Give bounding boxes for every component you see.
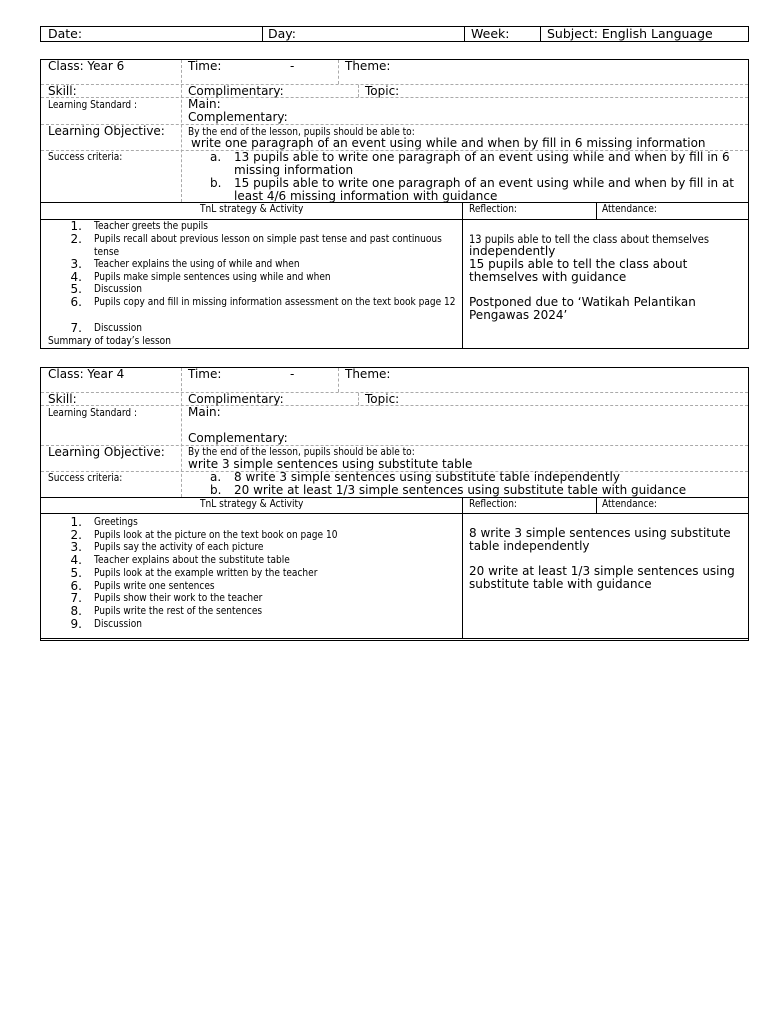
list-text: Discussion (94, 322, 143, 334)
list-text: Pupils copy and fill in missing information assessment on the text book page 12 (94, 296, 456, 308)
criteria-text: 8 write 3 simple sentences using substitute table independently (234, 470, 620, 484)
list-number: 5. (70, 282, 82, 296)
list-number: 1. (70, 515, 82, 529)
reflection-label: Reflection: (469, 498, 517, 510)
success-label: Success criteria: (48, 151, 123, 163)
subject-label: Subject: English Language (547, 26, 713, 41)
reflection-line: Postponed due to ‘Watikah Pelantikan (469, 295, 696, 309)
complementary-label: Complementary: (188, 431, 288, 445)
class-label: Class: Year 6 (48, 59, 125, 73)
col-divider (338, 368, 339, 392)
theme-label: Theme: (345, 367, 391, 381)
complementary-label: Complementary: (188, 110, 288, 124)
tnl-label: TnL strategy & Activity (200, 203, 304, 215)
time-label: Time: (188, 367, 222, 381)
col-divider (358, 85, 359, 97)
list-text: Pupils say the activity of each picture (94, 541, 264, 554)
date-label: Date: (48, 26, 83, 41)
objective-intro: By the end of the lesson, pupils should be able to: (188, 126, 415, 138)
header-divider (262, 26, 263, 42)
main-label: Main: (188, 97, 221, 111)
criteria-text (234, 151, 750, 177)
list-number: 7. (70, 591, 82, 606)
criteria-marker: b. (210, 176, 222, 190)
list-number: 6. (70, 578, 82, 593)
reflection-line: 8 write 3 simple sentences using substitute (469, 526, 731, 540)
reflection-line: themselves with guidance (469, 270, 627, 284)
reflection-line: table independently (469, 539, 590, 553)
list-number: 4. (70, 270, 82, 284)
col-divider (358, 393, 359, 405)
col-divider (596, 202, 597, 219)
week-label: Week: (471, 26, 510, 41)
day-label: Day: (268, 26, 296, 41)
topic-label: Topic: (365, 392, 400, 406)
list-number: 2. (70, 527, 82, 542)
criteria-text (234, 177, 734, 203)
list-text: Discussion (94, 617, 143, 630)
list-text: Teacher explains about the substitute table (94, 554, 290, 567)
list-number: 6. (70, 295, 82, 309)
list-number: 3. (70, 257, 82, 271)
reflection-line: independently (469, 244, 556, 258)
criteria-marker: a. (210, 150, 222, 164)
main-label: Main: (188, 405, 221, 419)
list-number: 8. (70, 603, 82, 618)
activity-list (40, 220, 462, 346)
activity-list (40, 516, 462, 636)
objective-intro: By the end of the lesson, pupils should be able to: (188, 446, 415, 458)
list-number: 4. (70, 553, 82, 568)
reflection-line: substitute table with guidance (469, 577, 652, 591)
list-text: Greetings (94, 516, 138, 528)
criteria-text-content: 15 pupils able to write one paragraph of an event using while and when by fill in at least 4/6 missing information with guidance (234, 176, 735, 203)
skill-label: Skill: (48, 84, 77, 98)
list-text: Teacher explains the using of while and when (94, 258, 300, 270)
list-text: Pupils write the rest of the sentences (94, 604, 263, 617)
objective-text: write one paragraph of an event using while and when by fill in 6 missing information (191, 136, 706, 150)
header-divider (464, 26, 465, 42)
class-label: Class: Year 4 (48, 367, 125, 381)
success-label: Success criteria: (48, 472, 123, 484)
objective-label: Learning Objective: (48, 445, 165, 459)
list-number: 9. (70, 616, 82, 631)
list-number: 7. (70, 321, 82, 335)
list-text: Pupils write one sentences (94, 579, 215, 592)
topic-label: Topic: (365, 84, 400, 98)
skill-label: Skill: (48, 392, 77, 406)
col-divider (596, 497, 597, 513)
complimentary-label: Complimentary: (188, 84, 284, 98)
list-text: Discussion (94, 283, 143, 295)
list-text: Pupils show their work to the teacher (94, 592, 263, 605)
objective-text: write 3 simple sentences using substitute table (188, 457, 473, 471)
table-bottom-double (40, 638, 749, 639)
col-divider (338, 60, 339, 84)
attendance-label: Attendance: (602, 498, 657, 510)
col-divider (181, 368, 182, 497)
col-divider (462, 497, 463, 638)
list-text: Pupils look at the picture on the text book on page 10 (94, 528, 338, 541)
time-dash: - (290, 59, 295, 73)
list-number: 2. (70, 232, 82, 246)
header-divider (540, 26, 541, 42)
row-divider (41, 513, 748, 514)
time-label: Time: (188, 59, 222, 73)
criteria-marker: a. (210, 470, 222, 484)
list-number: 5. (70, 565, 82, 580)
criteria-marker: b. (210, 483, 222, 497)
tnl-label: TnL strategy & Activity (200, 498, 304, 510)
reflection-label: Reflection: (469, 203, 517, 215)
learning-standard-label: Learning Standard : (48, 407, 138, 419)
time-dash: - (290, 367, 295, 381)
list-number: 3. (70, 540, 82, 555)
reflection-text (469, 527, 747, 591)
col-divider (181, 60, 182, 202)
attendance-label: Attendance: (602, 203, 657, 215)
learning-standard-label: Learning Standard : (48, 99, 138, 111)
criteria-text: 20 write at least 1/3 simple sentences using substitute table with guidance (234, 483, 687, 497)
lesson-summary: Summary of today’s lesson (48, 335, 171, 347)
complimentary-label: Complimentary: (188, 392, 284, 406)
reflection-text (469, 245, 745, 322)
list-text: Pupils look at the example written by the teacher (94, 566, 318, 579)
criteria-text-content: 13 pupils able to write one paragraph of an event using while and when by fill in 6 missing information (234, 150, 730, 177)
theme-label: Theme: (345, 59, 391, 73)
col-divider (462, 202, 463, 348)
list-text: Pupils make simple sentences using while and when (94, 271, 331, 283)
reflection-line: 20 write at least 1/3 simple sentences using (469, 564, 735, 578)
list-text: Pupils recall about previous lesson on simple past tense and past continuous tense (94, 233, 442, 258)
reflection-small-text: 13 pupils able to tell the class about themselves (469, 232, 710, 246)
objective-label: Learning Objective: (48, 124, 165, 138)
reflection-line: Pengawas 2024’ (469, 308, 568, 322)
list-number: 1. (70, 219, 82, 233)
list-text: Teacher greets the pupils (94, 220, 208, 232)
reflection-line: 15 pupils able to tell the class about (469, 257, 688, 271)
